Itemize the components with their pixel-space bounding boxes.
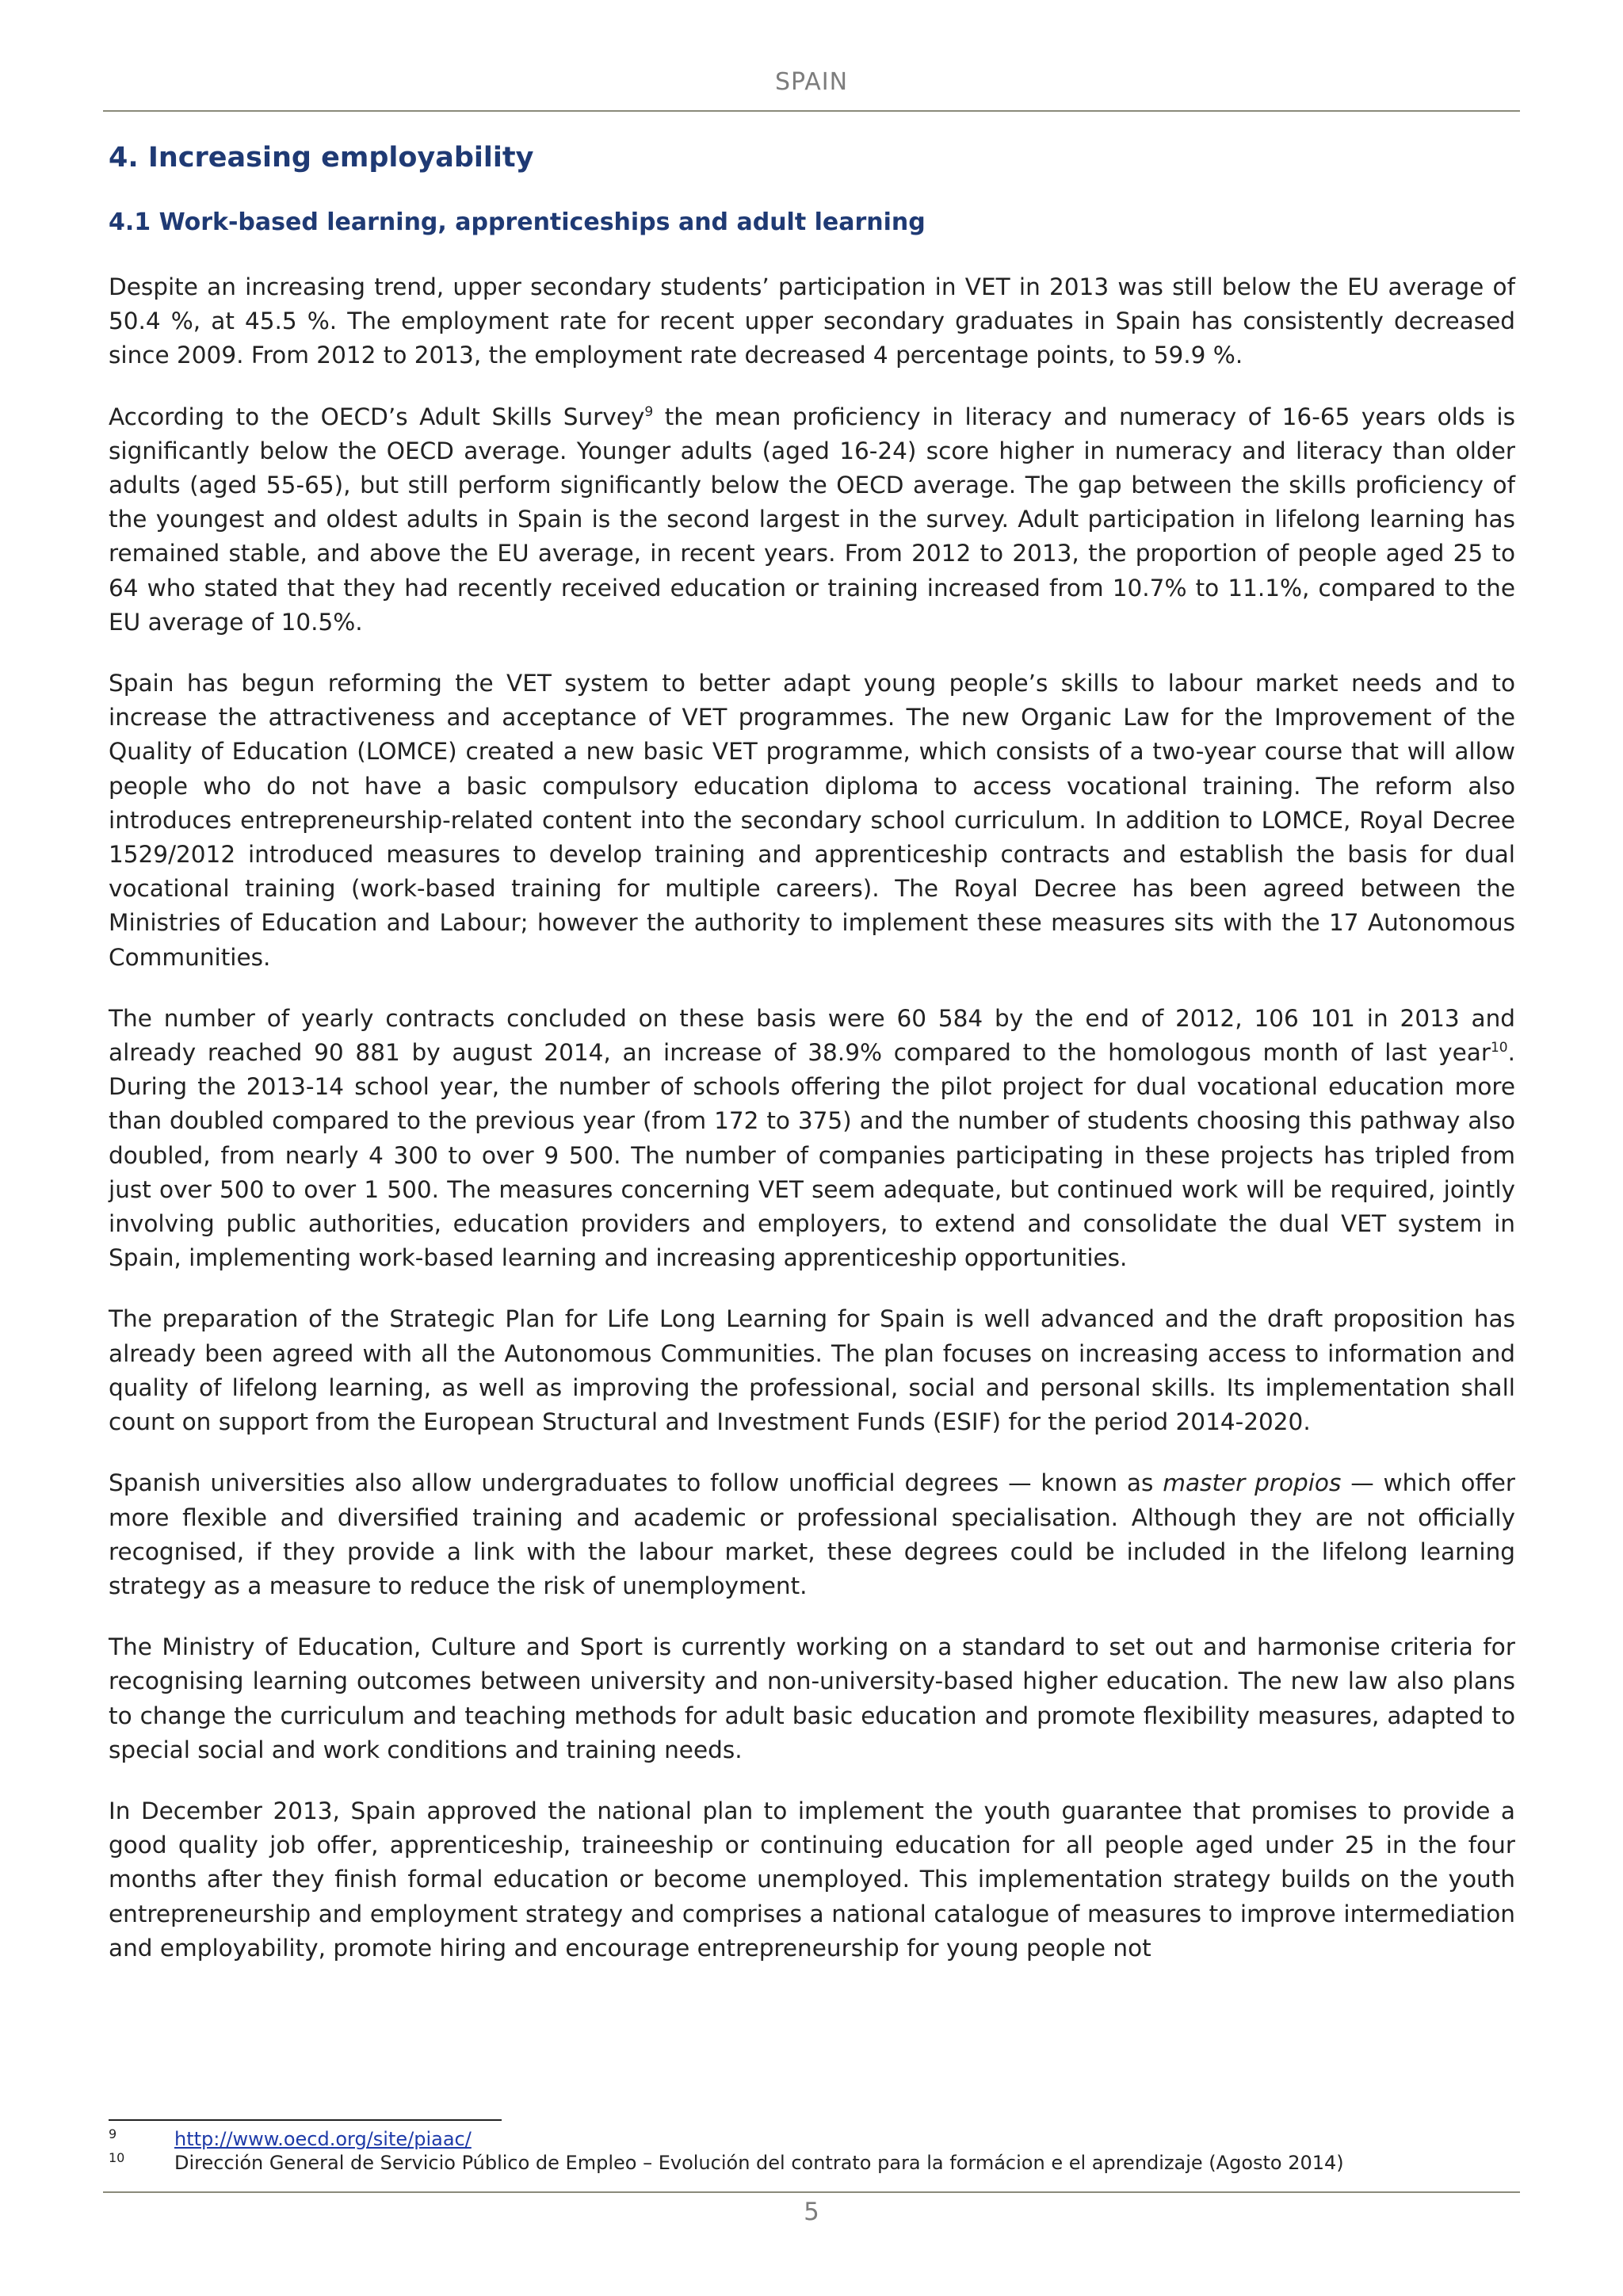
paragraph-ministry-standard: The Ministry of Education, Culture and Sport is currently working on a standard to set out and harmonise criteria for recognising learning outcomes between university and non-university-based higher education. The new law also plans to change the curriculum and teaching methods for adult basic education and promote flexibility measures, adapted to special social and work conditions and training needs. xyxy=(109,1633,1515,1763)
paragraph-text: The number of yearly contracts concluded on these basis were 60 584 by the end of 2012, 106 101 in 2013 and already reached 90 881 by august 2014, an increase of 38.9% compared to the homologous month of last year xyxy=(109,1004,1515,1067)
paragraph-adult-skills xyxy=(109,400,1515,640)
page-number: 5 xyxy=(804,2198,819,2226)
paragraph-text: — which offer more flexible and diversified training and academic or professional specialisation. Although they are not officially recognised, if they provide a link with the labour market, these degrees could be included in the lifelong learning strategy as a measure to reduce the risk of unemployment. xyxy=(109,1469,1515,1599)
footnote-ref-9[interactable]: 9 xyxy=(644,403,654,420)
footnote-divider xyxy=(109,2119,502,2121)
subsection-title: 4.1 Work-based learning, apprenticeships and adult learning xyxy=(109,208,926,236)
footnote-item xyxy=(109,2151,1515,2175)
footnote-number: 9 xyxy=(109,2126,117,2141)
footnote-link[interactable]: http://www.oecd.org/site/piaac/ xyxy=(174,2128,472,2150)
section-title: 4. Increasing employability xyxy=(109,142,534,174)
footnote-ref-10[interactable]: 10 xyxy=(1490,1040,1508,1056)
header-divider xyxy=(103,110,1520,112)
paragraph-universities xyxy=(109,1466,1515,1603)
footer-divider xyxy=(103,2191,1520,2193)
paragraph-vet-reform: Spain has begun reforming the VET system to better adapt young people’s skills to labour market needs and to increase the attractiveness and acceptance of VET programmes. The new Organic Law for the Improvement of the Quality of Education (LOMCE) created a new basic VET programme, which consists of a two-year course that will allow people who do not have a basic compulsory education diploma to access vocational training. The reform also introduces entrepreneurship-related content into the secondary school curriculum. In addition to LOMCE, Royal Decree 1529/2012 introduced measures to develop training and apprenticeship contracts and establish the basis for dual vocational training (work-based training for multiple careers). The Royal Decree has been agreed between the Ministries of Education and Labour; however the authority to implement these measures sits with the 17 Autonomous Communities. xyxy=(109,670,1515,971)
paragraph-youth-guarantee: In December 2013, Spain approved the national plan to implement the youth guarantee that promises to provide a good quality job offer, apprenticeship, traineeship or continuing education for all people aged under 25 in the four months after they finish formal education or become unemployed. This implementation strategy builds on the youth entrepreneurship and employment strategy and comprises a national catalogue of measures to improve intermediation and employability, promote hiring and encourage entrepreneurship for young people not xyxy=(109,1797,1515,1962)
paragraph-contracts xyxy=(109,1002,1515,1276)
italic-term: master propios xyxy=(1163,1469,1342,1497)
running-header: SPAIN xyxy=(774,68,849,96)
main-content xyxy=(109,139,1515,1966)
footnote-item xyxy=(109,2127,1515,2151)
paragraph-vet-participation: Despite an increasing trend, upper secondary students’ participation in VET in 2013 was still below the EU average of 50.4 %, at 45.5 %. The employment rate for recent upper secondary graduates in Spain has consistently decreased since 2009. From 2012 to 2013, the employment rate decreased 4 percentage points, to 59.9 %. xyxy=(109,273,1515,369)
footnote-number: 10 xyxy=(109,2150,125,2165)
paragraph-text: the mean proficiency in literacy and numeracy of 16-65 years olds is significantly below the OECD average. Younger adults (aged 16-24) score higher in numeracy and literacy than older adults (aged 55-65), but still perform significantly below the OECD average. The gap between the skills proficiency of the youngest and oldest adults in Spain is the second largest in the survey. Adult participation in lifelong learning has remained stable, and above the EU average, in recent years. From 2012 to 2013, the proportion of people aged 25 to 64 who stated that they had recently received education or training increased from 10.7% to 11.1%, compared to the EU average of 10.5%. xyxy=(109,403,1516,636)
footnote-text: Dirección General de Servicio Público de Empleo – Evolución del contrato para la formácion e el aprendizaje (Agosto 2014) xyxy=(174,2152,1344,2174)
paragraph-text: According to the OECD’s Adult Skills Survey xyxy=(109,403,645,430)
paragraph-strategic-plan: The preparation of the Strategic Plan for Life Long Learning for Spain is well advanced and the draft proposition has already been agreed with all the Autonomous Communities. The plan focuses on increasing access to information and quality of lifelong learning, as well as improving the professional, social and personal skills. Its implementation shall count on support from the European Structural and Investment Funds (ESIF) for the period 2014-2020. xyxy=(109,1305,1515,1436)
paragraph-text: Spanish universities also allow undergraduates to follow unofficial degrees — known as xyxy=(109,1469,1163,1497)
paragraph-text: . During the 2013-14 school year, the number of schools offering the pilot project for dual vocational education more than doubled compared to the previous year (from 172 to 375) and the number of students choosing this pathway also doubled, from nearly 4 300 to over 9 500. The number of companies participating in these projects has tripled from just over 500 to over 1 500. The measures concerning VET seem adequate, but continued work will be required, jointly involving public authorities, education providers and employers, to extend and consolidate the dual VET system in Spain, implementing work-based learning and increasing apprenticeship opportunities. xyxy=(109,1039,1515,1272)
footnotes xyxy=(109,2127,1515,2175)
